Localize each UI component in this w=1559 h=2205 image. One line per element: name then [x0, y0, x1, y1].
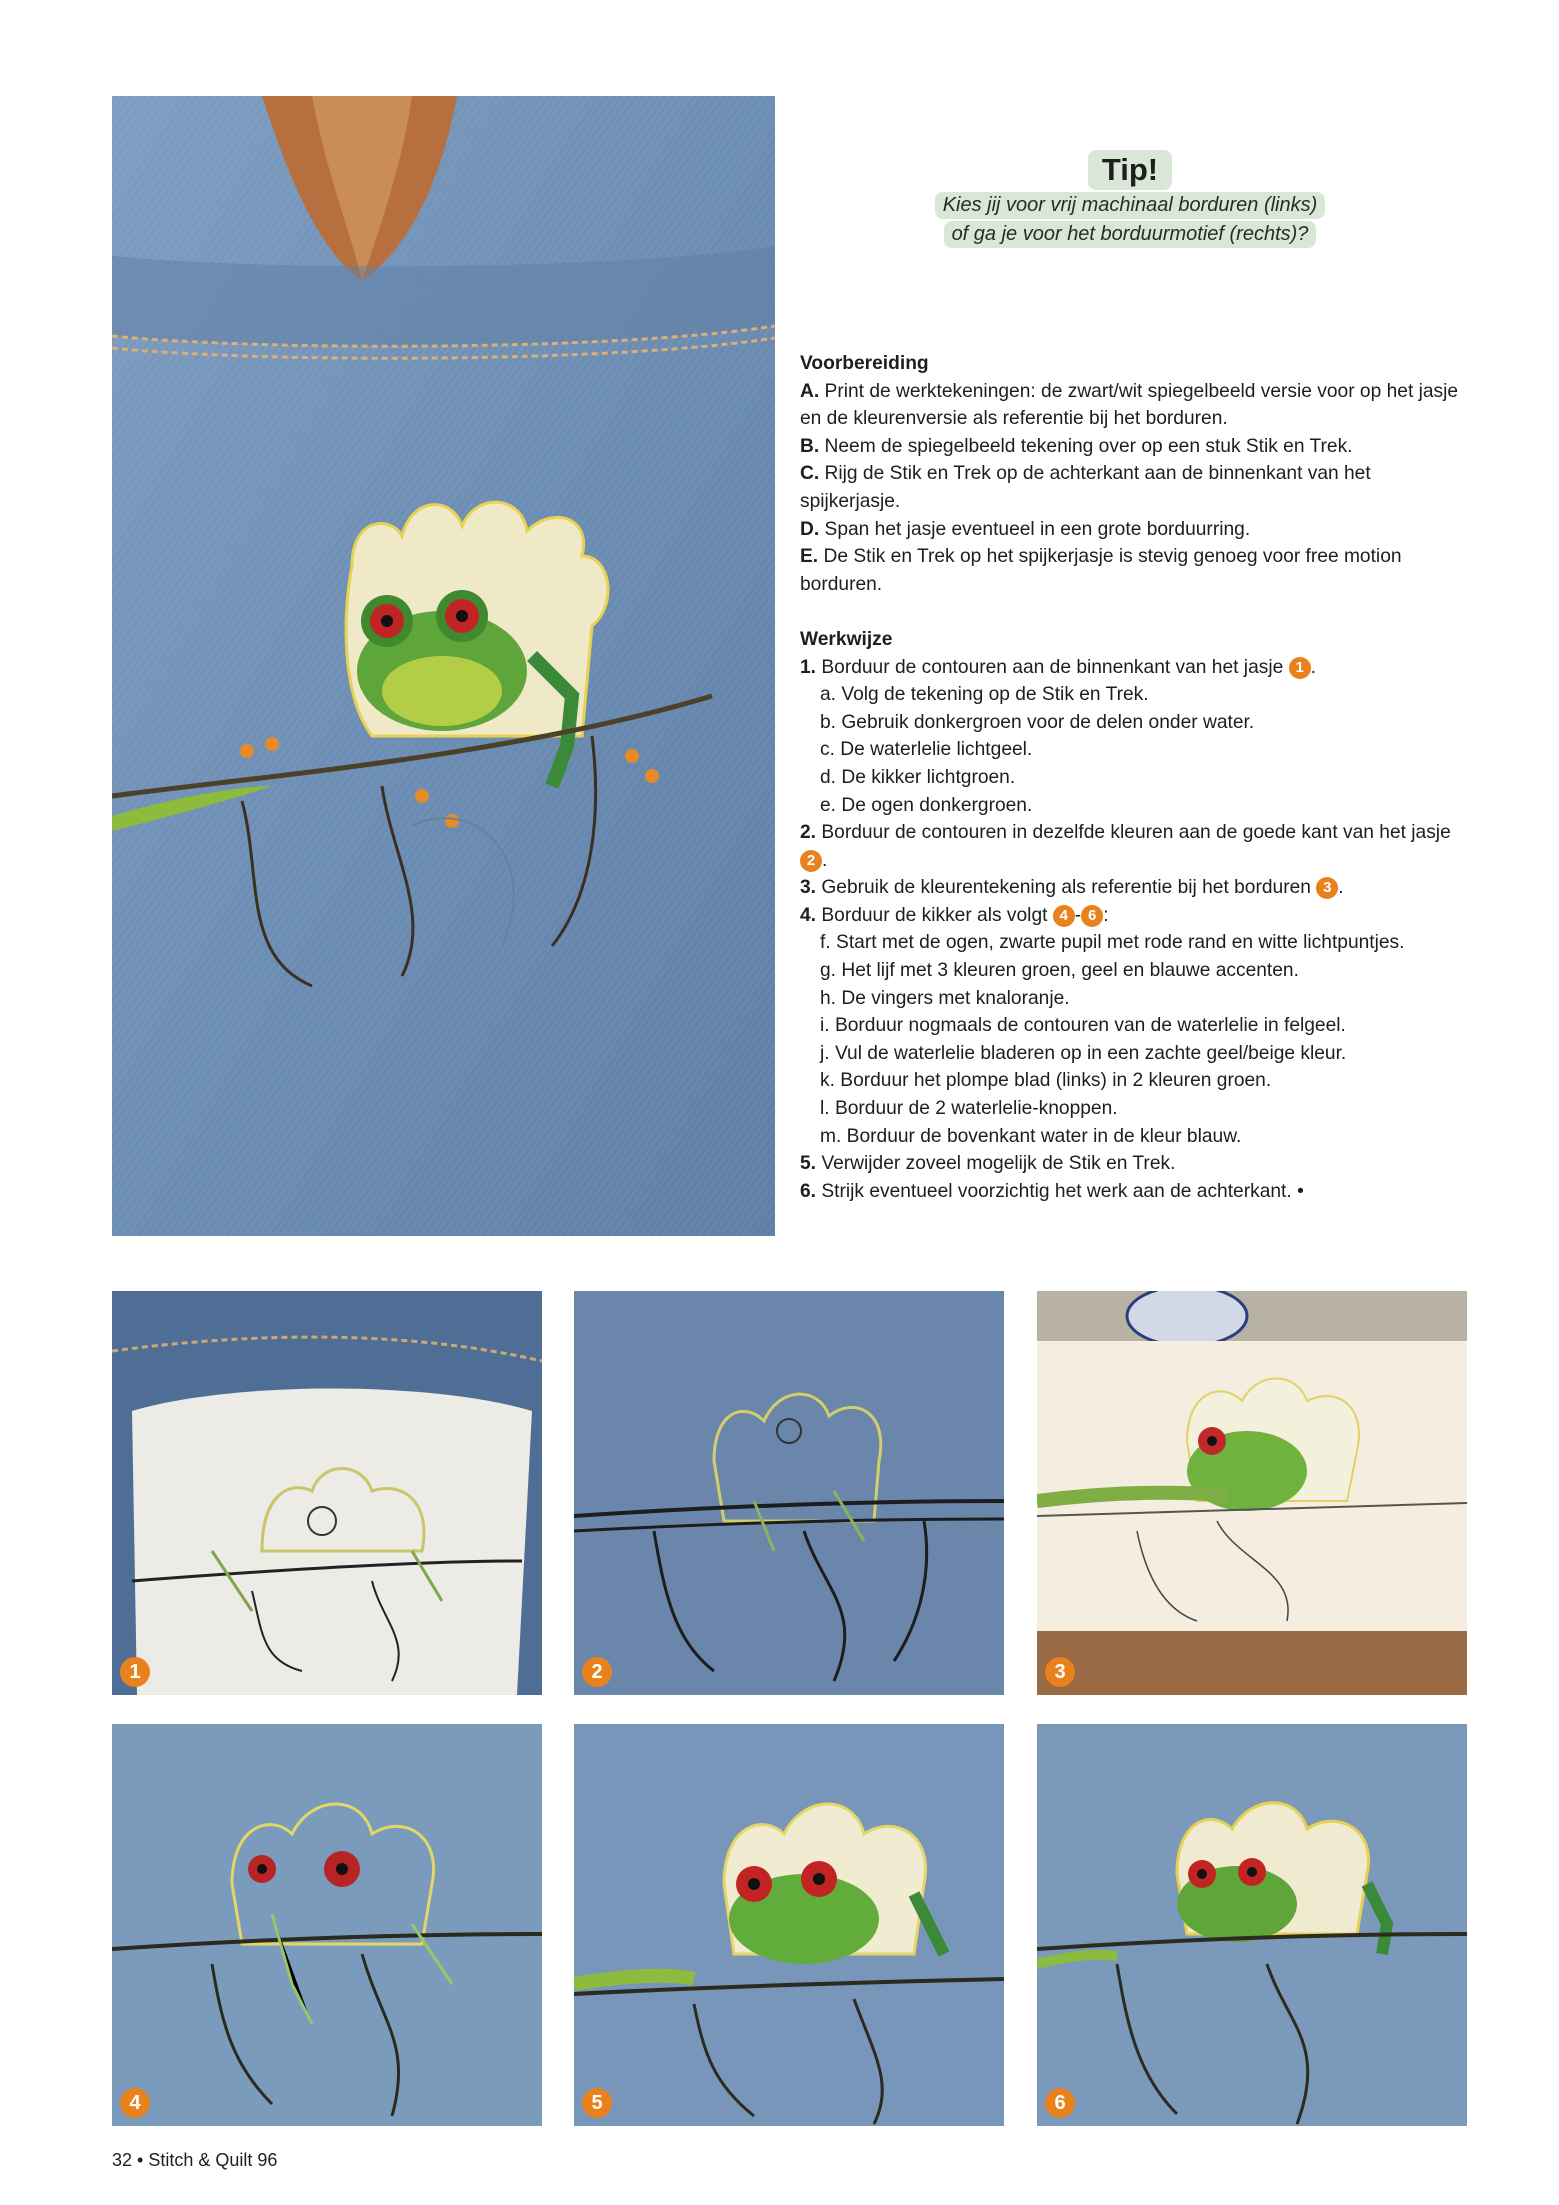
step-B: B. Neem de spiegelbeeld tekening over op een stuk Stik en Trek. — [800, 435, 1353, 457]
step-badge: 3 — [1316, 877, 1338, 899]
step-badge: 1 — [1289, 657, 1311, 679]
photo-badge-2: 2 — [582, 1657, 612, 1687]
step-1e: e. De ogen donkergroen. — [820, 794, 1033, 816]
tip-line-2: of ga je voor het borduurmotief (rechts)? — [944, 221, 1317, 248]
step-E: E. De Stik en Trek op het spijkerjasje is stevig genoeg voor free motion borduren. — [800, 546, 1402, 595]
tip-title: Tip! — [1088, 150, 1172, 190]
step-1a: a. Volg de tekening op de Stik en Trek. — [820, 684, 1149, 706]
step-1b: b. Gebruik donkergroen voor de delen onder water. — [820, 711, 1255, 733]
step-1d: d. De kikker lichtgroen. — [820, 766, 1016, 788]
step-4m: m. Borduur de bovenkant water in de kleur blauw. — [820, 1125, 1242, 1147]
step-photo-3 — [1037, 1291, 1467, 1695]
step-5: 5. Verwijder zoveel mogelijk de Stik en Trek. — [800, 1153, 1176, 1175]
photo-badge-6: 6 — [1045, 2088, 1075, 2118]
page-footer: 32 • Stitch & Quilt 96 — [112, 2150, 278, 2170]
hero-photo-embroidered-jacket — [112, 96, 775, 1236]
instructions — [800, 350, 1465, 1205]
step-4h: h. De vingers met knaloranje. — [820, 987, 1070, 1009]
tip-line-1: Kies jij voor vrij machinaal borduren (links) — [935, 192, 1326, 219]
photo-badge-1: 1 — [120, 1657, 150, 1687]
photo-badge-4: 4 — [120, 2088, 150, 2118]
step-badge: 2 — [800, 850, 822, 872]
step-D: D. Span het jasje eventueel in een grote borduurring. — [800, 518, 1251, 540]
step-1: 1. Borduur de contouren aan de binnenkant van het jasje 1 . — [800, 656, 1316, 678]
step-badge: 4 — [1053, 905, 1075, 927]
step-4k: k. Borduur het plompe blad (links) in 2 kleuren groen. — [820, 1070, 1272, 1092]
tip-box — [905, 150, 1355, 248]
photo-badge-5: 5 — [582, 2088, 612, 2118]
step-photo-6 — [1037, 1724, 1467, 2126]
step-4g: g. Het lijf met 3 kleuren groen, geel en blauwe accenten. — [820, 960, 1299, 982]
step-4j: j. Vul de waterlelie bladeren op in een zachte geel/beige kleur. — [820, 1042, 1347, 1064]
step-1c: c. De waterlelie lichtgeel. — [820, 739, 1033, 761]
step-6: 6. Strijk eventueel voorzichtig het werk aan de achterkant. • — [800, 1180, 1304, 1202]
step-C: C. Rijg de Stik en Trek op de achterkant aan de binnenkant van het spijkerjasje. — [800, 463, 1371, 512]
step-photo-1 — [112, 1291, 542, 1695]
step-photo-5 — [574, 1724, 1004, 2126]
heading-voorbereiding: Voorbereiding — [800, 353, 929, 374]
step-4f: f. Start met de ogen, zwarte pupil met rode rand en witte lichtpuntjes. — [820, 932, 1405, 954]
step-badge: 6 — [1081, 905, 1103, 927]
step-2: 2. Borduur de contouren in dezelfde kleuren aan de goede kant van het jasje 2 . — [800, 822, 1451, 871]
heading-werkwijze: Werkwijze — [800, 628, 893, 650]
step-photo-2 — [574, 1291, 1004, 1695]
step-4: 4. Borduur de kikker als volgt 4 - 6 : — [800, 904, 1109, 926]
step-A: A. Print de werktekeningen: de zwart/wit spiegelbeeld versie voor op het jasje en de kleurenversie als referentie bij het borduren. — [800, 380, 1459, 430]
step-4i: i. Borduur nogmaals de contouren van de waterlelie in felgeel. — [820, 1015, 1346, 1037]
step-3: 3. Gebruik de kleurentekening als referentie bij het borduren 3 . — [800, 877, 1344, 899]
photo-badge-3: 3 — [1045, 1657, 1075, 1687]
step-photo-4 — [112, 1724, 542, 2126]
step-4l: l. Borduur de 2 waterlelie-knoppen. — [820, 1098, 1118, 1120]
